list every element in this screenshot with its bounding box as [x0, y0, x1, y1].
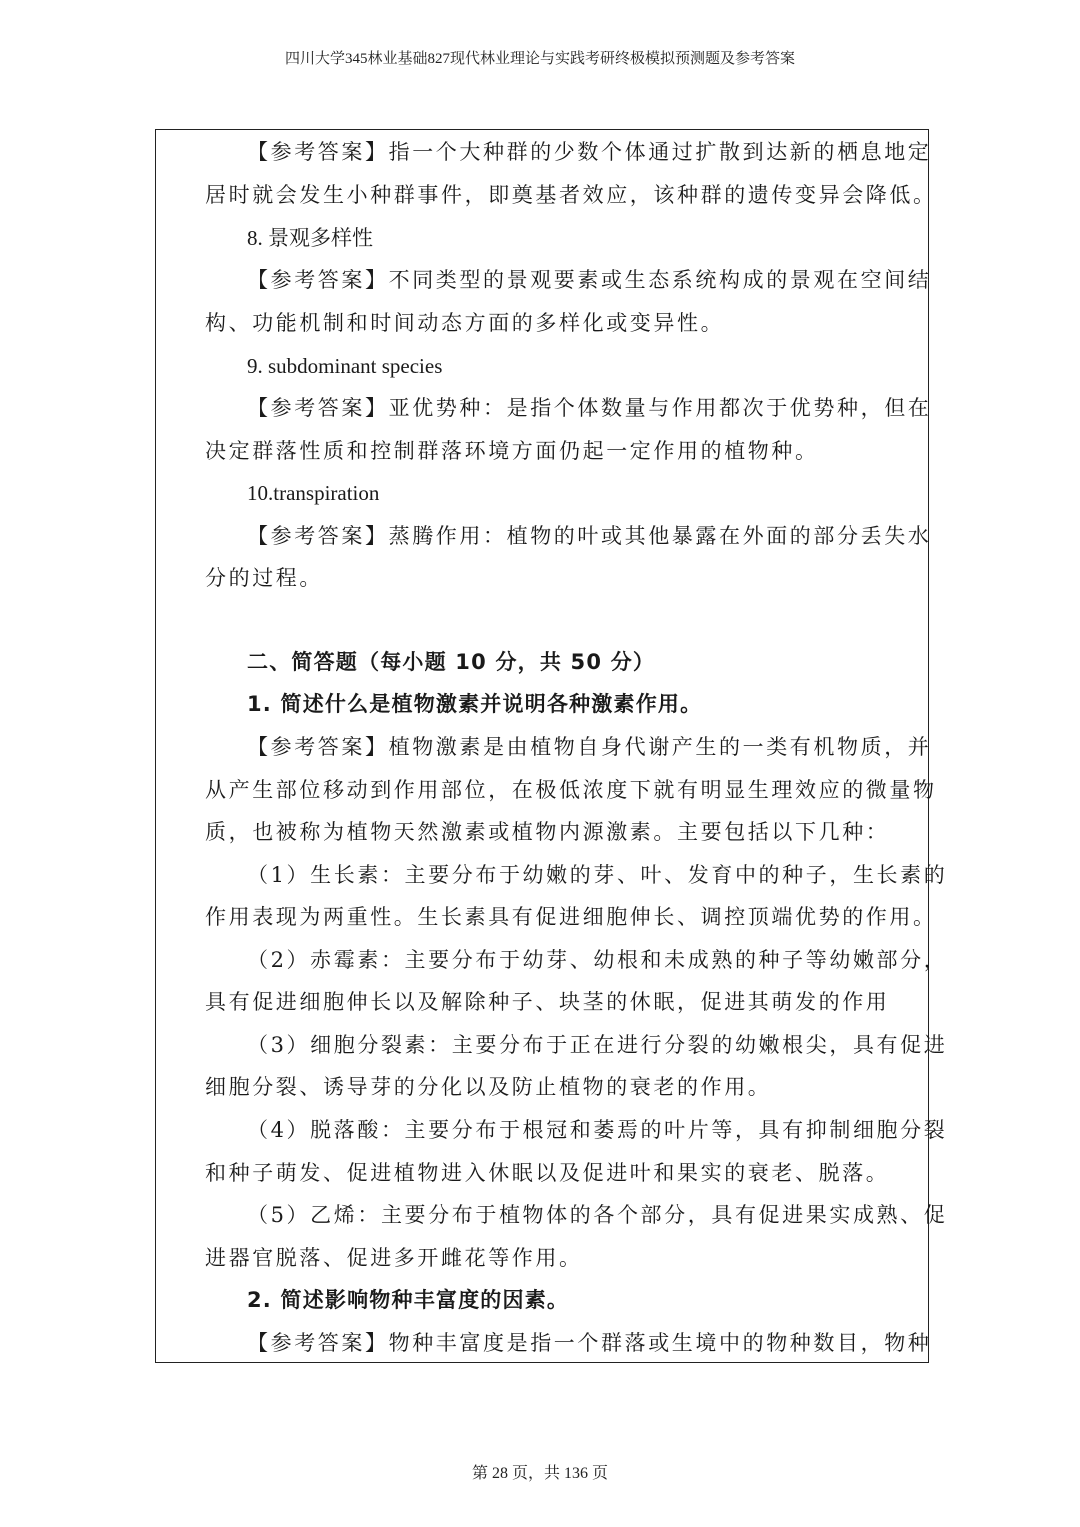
text-line: 决定群落性质和控制群落环境方面仍起一定作用的植物种。: [205, 439, 819, 463]
section-heading: 二、简答题（每小题 10 分，共 50 分）: [247, 650, 656, 674]
text-line: 【参考答案】亚优势种：是指个体数量与作用都次于优势种，但在: [247, 396, 932, 420]
text-line: （3）细胞分裂素：主要分布于正在进行分裂的幼嫩根尖，具有促进: [247, 1033, 948, 1057]
text-line: 分的过程。: [205, 566, 323, 590]
text-line: （5）乙烯：主要分布于植物体的各个部分，具有促进果实成熟、促: [247, 1203, 948, 1227]
text-line: 【参考答案】不同类型的景观要素或生态系统构成的景观在空间结: [247, 268, 932, 292]
question-title: 2. 简述影响物种丰富度的因素。: [247, 1288, 570, 1312]
question-title: 9. subdominant species: [247, 354, 443, 378]
text-line: （2）赤霉素：主要分布于幼芽、幼根和未成熟的种子等幼嫩部分，: [247, 948, 948, 972]
question-title: 8. 景观多样性: [247, 226, 373, 250]
text-line: 【参考答案】植物激素是由植物自身代谢产生的一类有机物质，并: [247, 735, 932, 759]
question-title: 10.transpiration: [247, 481, 380, 505]
text-line: 细胞分裂、诱导芽的分化以及防止植物的衰老的作用。: [205, 1075, 772, 1099]
page-number: 第 28 页，共 136 页: [471, 1465, 608, 1482]
text-line: 和种子萌发、促进植物进入休眠以及促进叶和果实的衰老、脱落。: [205, 1161, 890, 1185]
text-line: 【参考答案】蒸腾作用：植物的叶或其他暴露在外面的部分丢失水: [247, 524, 932, 548]
text-line: （4）脱落酸：主要分布于根冠和萎焉的叶片等，具有抑制细胞分裂: [247, 1118, 948, 1142]
text-line: 居时就会发生小种群事件，即奠基者效应，该种群的遗传变异会降低。: [205, 183, 937, 207]
text-line: 构、功能机制和时间动态方面的多样化或变异性。: [205, 311, 725, 335]
text-line: 进器官脱落、促进多开雌花等作用。: [205, 1246, 583, 1270]
question-title: 1. 简述什么是植物激素并说明各种激素作用。: [247, 692, 703, 716]
text-line: 【参考答案】物种丰富度是指一个群落或生境中的物种数目，物种: [247, 1331, 932, 1355]
text-line: 从产生部位移动到作用部位，在极低浓度下就有明显生理效应的微量物: [205, 778, 937, 802]
text-line: 作用表现为两重性。生长素具有促进细胞伸长、调控顶端优势的作用。: [205, 905, 937, 929]
text-line: 具有促进细胞伸长以及解除种子、块茎的休眠，促进其萌发的作用: [205, 990, 890, 1014]
text-line: 质，也被称为植物天然激素或植物内源激素。主要包括以下几种：: [205, 820, 890, 844]
text-line: 【参考答案】指一个大种群的少数个体通过扩散到达新的栖息地定: [247, 140, 932, 164]
page-header: 四川大学345林业基础827现代林业理论与实践考研终极模拟预测题及参考答案: [284, 51, 795, 67]
text-line: （1）生长素：主要分布于幼嫩的芽、叶、发育中的种子，生长素的: [247, 863, 948, 887]
